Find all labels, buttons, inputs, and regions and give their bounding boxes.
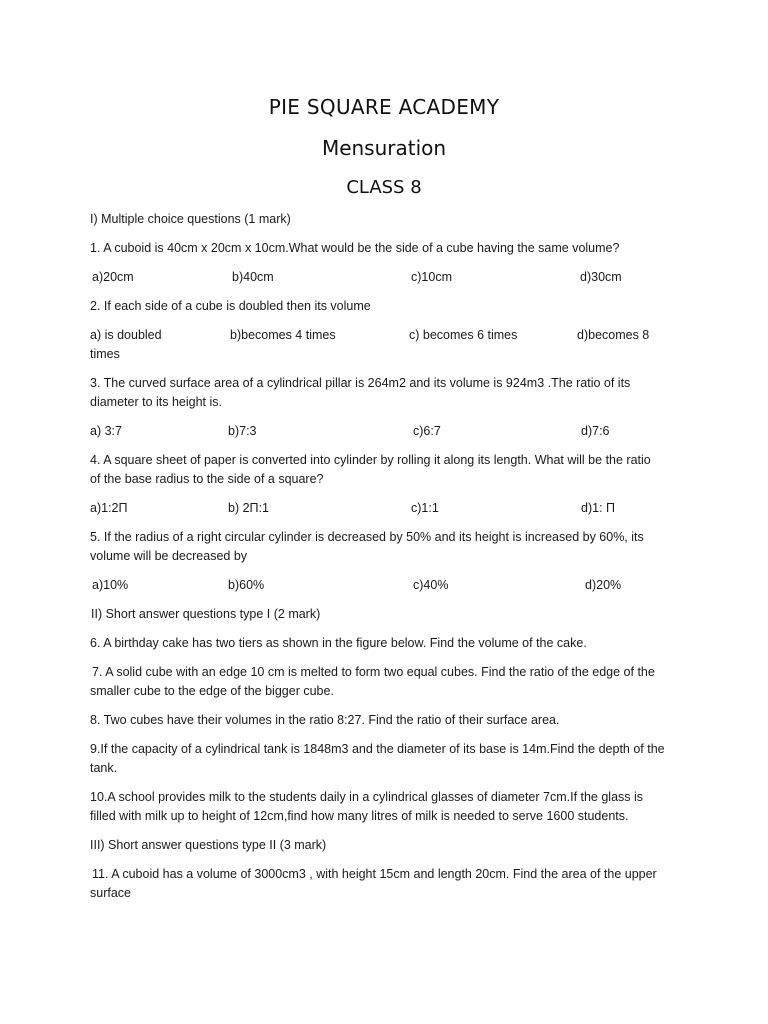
option-c: c) becomes 6 times (409, 328, 518, 342)
question-1-options (90, 268, 690, 287)
question-8: 8. Two cubes have their volumes in the ratio 8:27. Find the ratio of their surface area. (90, 713, 560, 727)
class-title: CLASS 8 (346, 177, 422, 198)
question-5-options (90, 576, 690, 595)
option-a: a)10% (92, 578, 129, 592)
option-d: d)30cm (580, 270, 622, 284)
option-c: c)40% (413, 578, 449, 592)
section-short1-heading: II) Short answer questions type I (2 mark) (91, 607, 321, 621)
option-c: c)10cm (411, 270, 452, 284)
question-10-line-1: 10.A school provides milk to the students daily in a cylindrical glasses of diameter 7cm.If the glass is (90, 790, 644, 804)
question-9-line-2: tank. (90, 761, 118, 775)
option-b: b)60% (228, 578, 265, 592)
option-c: c)1:1 (411, 501, 439, 515)
question-4-line-1: 4. A square sheet of paper is converted into cylinder by rolling it along its length. What will be the ratio (90, 453, 651, 467)
question-3-line-2: diameter to its height is. (90, 395, 223, 409)
option-a: a)20cm (92, 270, 134, 284)
option-b: b)becomes 4 times (230, 328, 336, 342)
option-b: b)7:3 (228, 424, 257, 438)
question-5-line-2: volume will be decreased by (90, 549, 248, 563)
question-9-line-1: 9.If the capacity of a cylindrical tank is 1848m3 and the diameter of its base is 14m.Find the depth of the (90, 742, 665, 756)
question-7-line-2: smaller cube to the edge of the bigger cube. (90, 684, 334, 698)
question-3-options (90, 422, 690, 441)
question-4-line-2: of the base radius to the side of a square? (90, 472, 324, 486)
question-11-line-2: surface (90, 886, 131, 900)
option-b: b)40cm (232, 270, 274, 284)
question-2-options (90, 326, 690, 345)
question-2: 2. If each side of a cube is doubled then its volume (90, 299, 371, 313)
option-d: d)1: Π (581, 501, 616, 515)
question-11-line-1: 11. A cuboid has a volume of 3000cm3 , with height 15cm and length 20cm. Find the area of the upper (92, 867, 657, 881)
question-3-line-1: 3. The curved surface area of a cylindrical pillar is 264m2 and its volume is 924m3 .The ratio of its (90, 376, 631, 390)
option-a: a)1:2Π (90, 501, 128, 515)
option-d: d)7:6 (581, 424, 610, 438)
question-1: 1. A cuboid is 40cm x 20cm x 10cm.What would be the side of a cube having the same volume? (90, 241, 620, 255)
question-4-options (90, 499, 690, 518)
question-7-line-1: 7. A solid cube with an edge 10 cm is melted to form two equal cubes. Find the ratio of the edge of the (92, 665, 655, 679)
option-a: a) is doubled (90, 328, 162, 342)
option-a: a) 3:7 (90, 424, 122, 438)
section-short2-heading: III) Short answer questions type II (3 mark) (90, 838, 327, 852)
option-b: b) 2Π:1 (228, 501, 269, 515)
option-c: c)6:7 (413, 424, 441, 438)
academy-title: PIE SQUARE ACADEMY (268, 95, 500, 119)
question-10-line-2: filled with milk up to height of 12cm,find how many litres of milk is needed to serve 1600 students. (90, 809, 629, 823)
option-d: d)20% (585, 578, 622, 592)
section-mcq-heading: I) Multiple choice questions (1 mark) (90, 212, 291, 226)
question-6: 6. A birthday cake has two tiers as shown in the figure below. Find the volume of the cake. (90, 636, 587, 650)
subject-title: Mensuration (321, 136, 447, 160)
option-d: d)becomes 8 (577, 328, 650, 342)
question-2-option-wrap: times (90, 347, 120, 361)
question-5-line-1: 5. If the radius of a right circular cylinder is decreased by 50% and its height is increased by 60%, its (90, 530, 644, 544)
